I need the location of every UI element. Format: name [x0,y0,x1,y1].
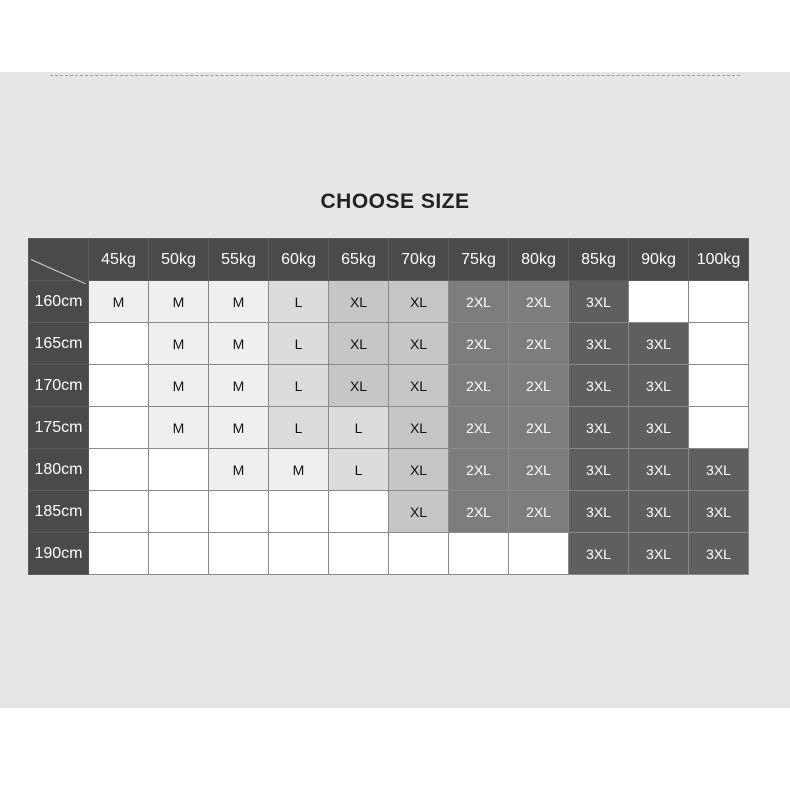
size-chart-table [28,238,749,575]
size-cell: M [209,407,269,449]
size-cell: M [89,281,149,323]
table-row [29,407,749,449]
size-cell: 2XL [509,491,569,533]
size-cell: L [269,407,329,449]
size-cell: 3XL [689,533,749,575]
dashed-divider [50,75,740,76]
weight-header: 80kg [509,239,569,281]
size-cell [89,533,149,575]
size-cell: 2XL [449,281,509,323]
size-cell: 3XL [629,407,689,449]
height-header: 190cm [29,533,89,575]
size-cell [89,323,149,365]
size-cell: 2XL [449,407,509,449]
size-cell [509,533,569,575]
weight-header: 75kg [449,239,509,281]
size-cell [209,491,269,533]
size-cell: 3XL [689,491,749,533]
size-cell: L [269,365,329,407]
size-cell: M [149,281,209,323]
size-cell: L [329,449,389,491]
weight-header: 65kg [329,239,389,281]
size-cell [329,491,389,533]
size-cell [269,533,329,575]
size-cell: XL [389,449,449,491]
size-cell [89,449,149,491]
size-cell [689,365,749,407]
size-cell: XL [389,491,449,533]
page-title: CHOOSE SIZE [320,190,470,213]
size-cell [269,491,329,533]
size-cell: 2XL [449,323,509,365]
size-cell: 2XL [509,407,569,449]
table-row [29,365,749,407]
weight-header: 55kg [209,239,269,281]
header-row [29,239,749,281]
weight-header: 45kg [89,239,149,281]
size-cell: XL [329,365,389,407]
size-cell: M [209,365,269,407]
size-cell: 3XL [689,449,749,491]
size-cell [689,323,749,365]
size-cell: 3XL [569,533,629,575]
weight-header: 85kg [569,239,629,281]
size-cell: 3XL [629,365,689,407]
size-cell: M [209,449,269,491]
size-cell: XL [329,281,389,323]
size-cell [89,491,149,533]
weight-header: 50kg [149,239,209,281]
table-row [29,281,749,323]
table-row [29,323,749,365]
size-cell: L [329,407,389,449]
height-header: 165cm [29,323,89,365]
size-cell [149,491,209,533]
size-cell: XL [389,323,449,365]
size-cell: XL [389,407,449,449]
size-cell: 3XL [629,449,689,491]
size-cell: XL [389,281,449,323]
size-cell: M [149,323,209,365]
size-cell [149,533,209,575]
size-cell [149,449,209,491]
height-header: 185cm [29,491,89,533]
weight-header: 100kg [689,239,749,281]
weight-header: 60kg [269,239,329,281]
size-cell: L [269,281,329,323]
size-cell: 2XL [509,281,569,323]
size-cell [389,533,449,575]
height-header: 170cm [29,365,89,407]
size-cell: 3XL [629,491,689,533]
table-row [29,491,749,533]
size-cell: 3XL [569,281,629,323]
size-cell: L [269,323,329,365]
size-cell: M [149,407,209,449]
size-cell [449,533,509,575]
size-cell: 2XL [449,365,509,407]
size-cell [329,533,389,575]
table-row [29,533,749,575]
size-cell: M [149,365,209,407]
table-row [29,449,749,491]
size-cell: 3XL [569,323,629,365]
size-cell: M [209,281,269,323]
size-cell: 3XL [629,323,689,365]
size-cell: 3XL [569,491,629,533]
size-cell: 2XL [509,449,569,491]
size-cell [209,533,269,575]
weight-header: 90kg [629,239,689,281]
size-cell: 3XL [629,533,689,575]
size-cell: M [209,323,269,365]
size-cell: 3XL [569,449,629,491]
size-cell: XL [329,323,389,365]
height-header: 180cm [29,449,89,491]
size-cell [689,281,749,323]
size-cell: M [269,449,329,491]
size-cell [629,281,689,323]
corner-cell [29,239,89,281]
size-cell: 3XL [569,365,629,407]
size-cell [89,407,149,449]
size-cell: XL [389,365,449,407]
height-header: 160cm [29,281,89,323]
size-cell: 2XL [509,365,569,407]
size-cell: 3XL [569,407,629,449]
weight-header: 70kg [389,239,449,281]
size-cell: 2XL [449,491,509,533]
size-cell [89,365,149,407]
height-header: 175cm [29,407,89,449]
size-cell: 2XL [449,449,509,491]
size-cell [689,407,749,449]
size-cell: 2XL [509,323,569,365]
